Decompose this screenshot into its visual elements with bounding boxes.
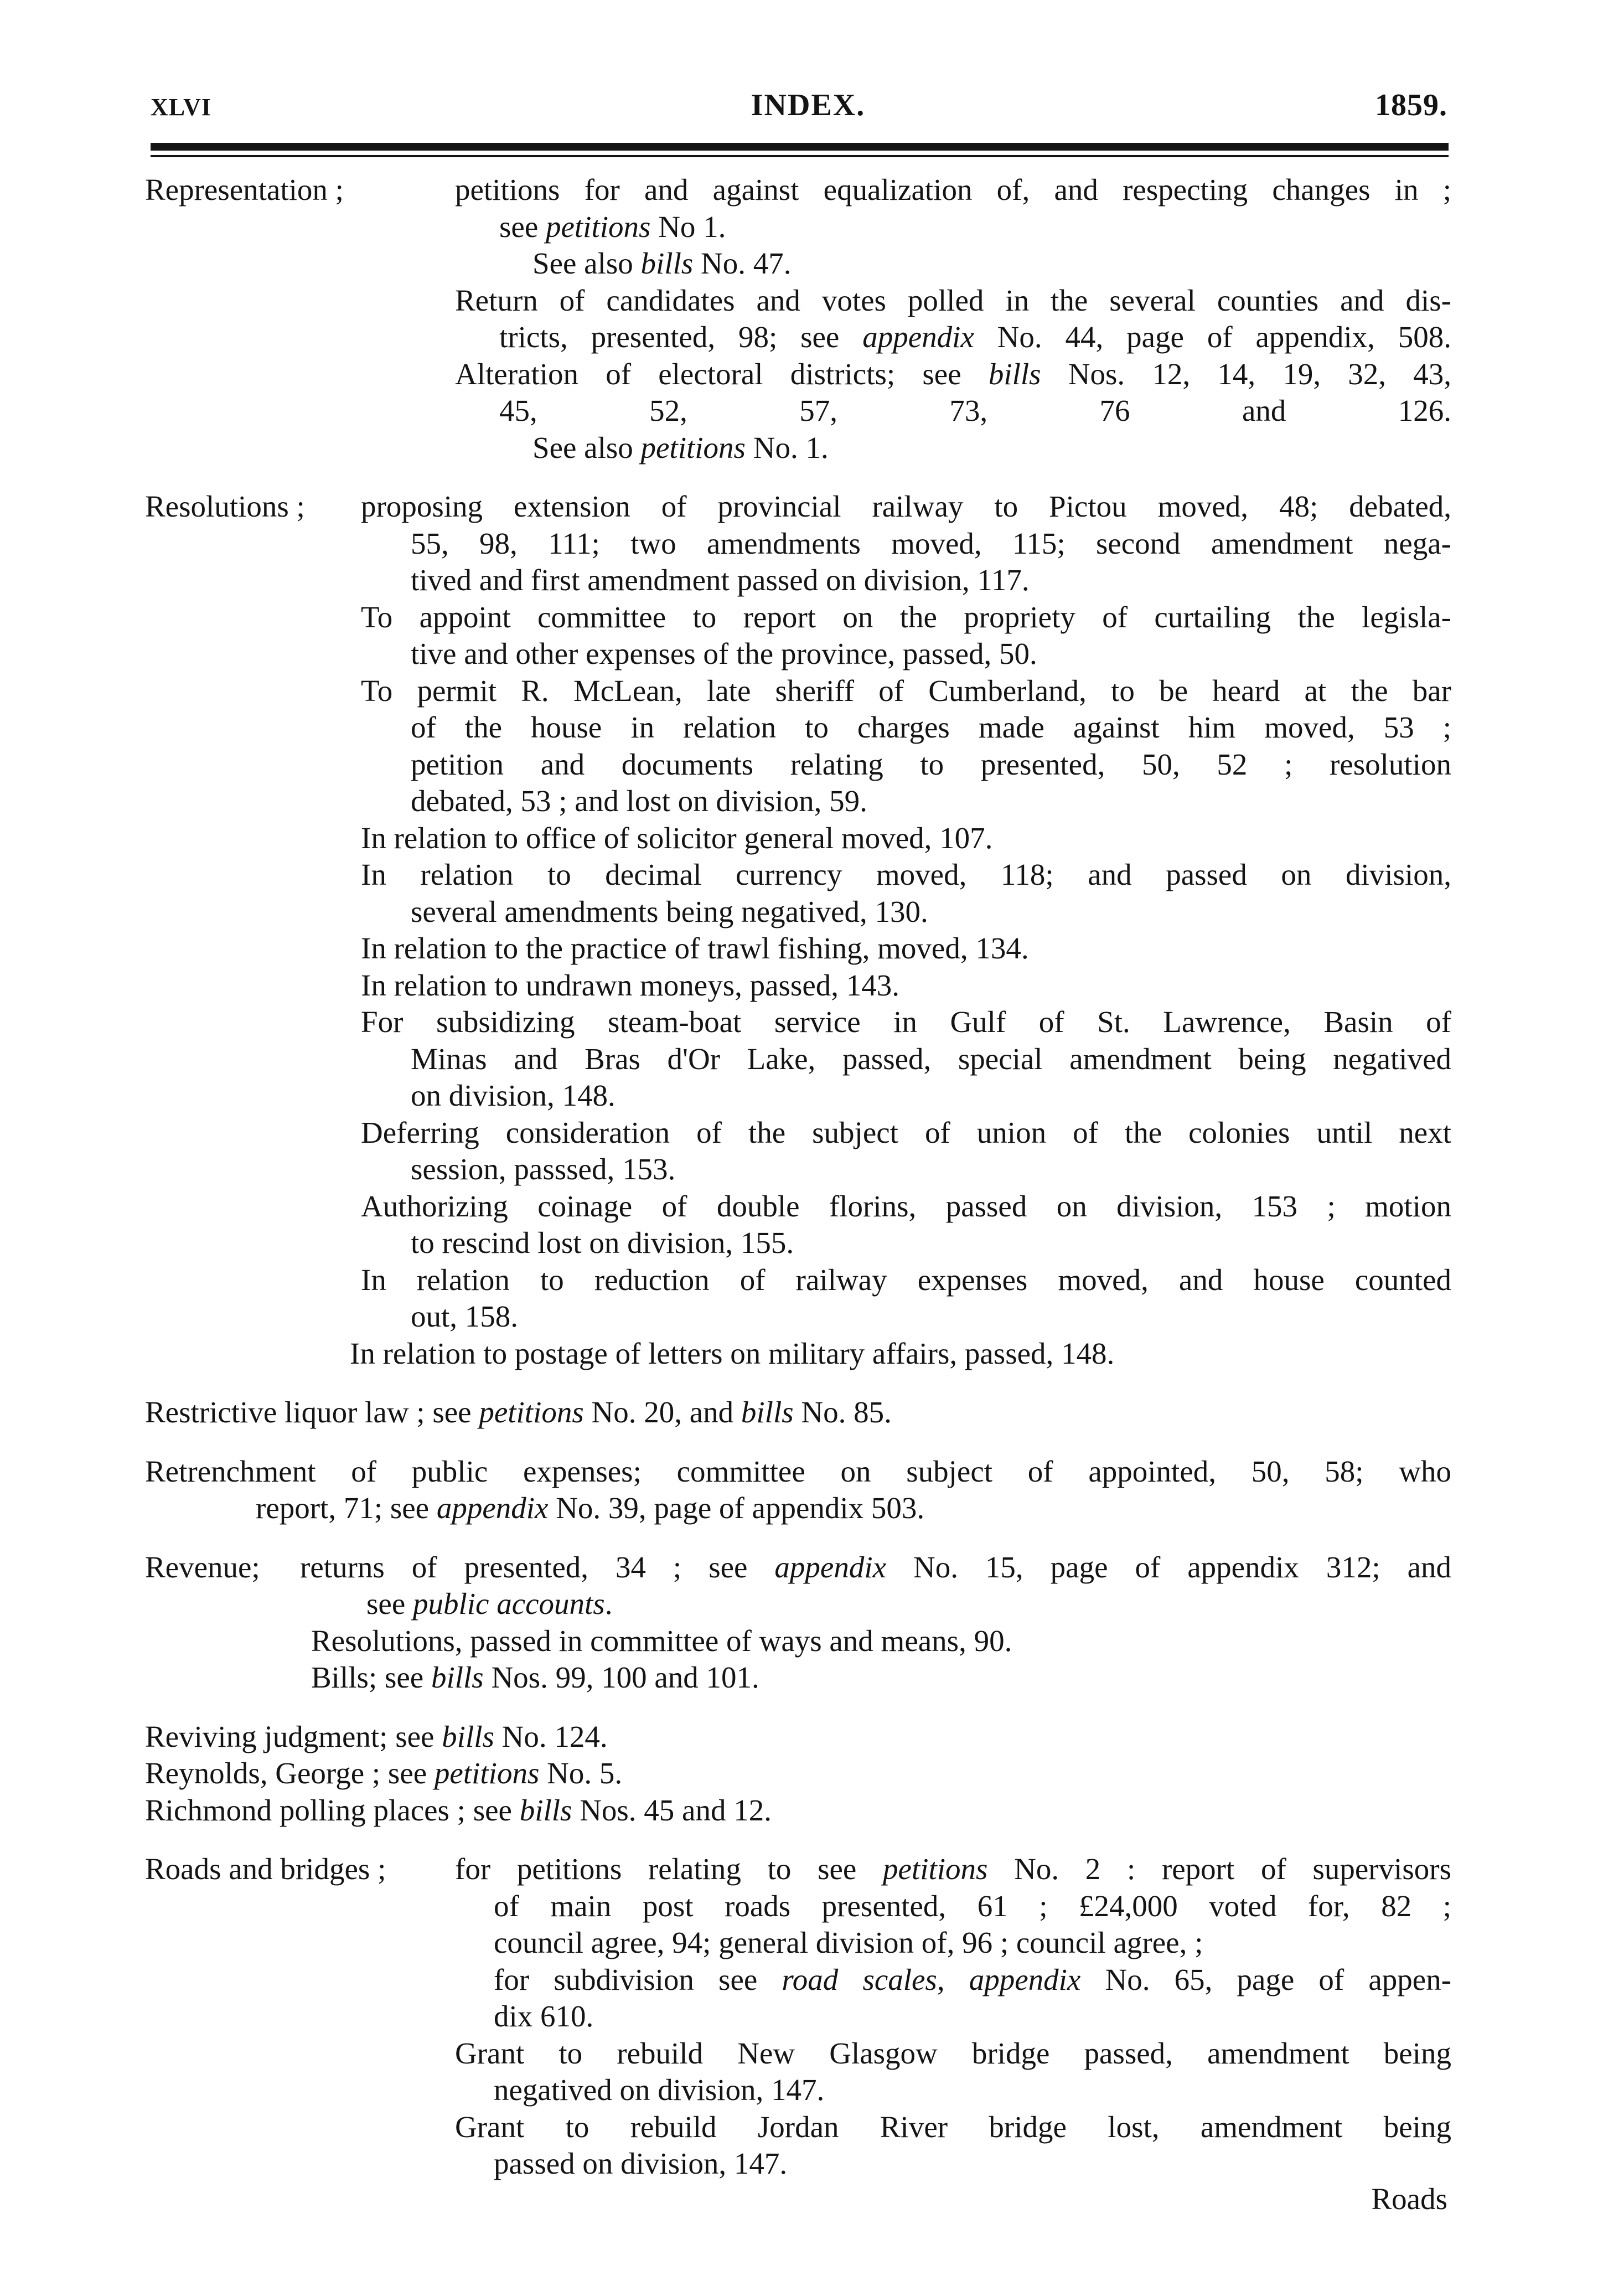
index-text: No. 1.: [745, 430, 829, 465]
index-text: No. 15, page of appendix 312; and: [886, 1550, 1452, 1584]
entry-line: [145, 488, 1451, 525]
entry-line: [145, 2145, 1451, 2183]
index-text: on division, 148.: [411, 1079, 616, 1112]
entry-line: [145, 1924, 1451, 1962]
index-text: for subdivision see: [494, 1962, 782, 1996]
index-text: Alteration of electoral districts; see: [455, 357, 989, 391]
entry-line: [145, 1041, 1451, 1078]
entry-line: [145, 1719, 1451, 1756]
index-text: See also: [532, 246, 641, 280]
catchword: Roads: [1371, 2182, 1447, 2216]
cross-reference: bills: [431, 1660, 484, 1694]
index-text: Grant to rebuild New Glasgow bridge passed, amendment being: [455, 2036, 1451, 2070]
index-text: See also: [532, 430, 641, 465]
cross-reference: appendix: [436, 1491, 549, 1525]
entry-heading: Reviving judgment; see: [145, 1719, 442, 1753]
index-text: out, 158.: [411, 1299, 519, 1333]
index-text: No. 47.: [693, 246, 792, 280]
entry-line: [145, 1586, 1451, 1623]
index-text: No. 85.: [793, 1395, 892, 1429]
entry-line: [145, 1453, 1451, 1490]
entry-gap: [145, 466, 1451, 488]
entry-heading: Richmond polling places ; see: [145, 1793, 520, 1827]
entry-line: [145, 1998, 1451, 2035]
index-text: .: [604, 1587, 613, 1621]
index-body: [145, 172, 1451, 2183]
header-rule-thick: [151, 143, 1449, 151]
index-text: tive and other expenses of the province, passed, 50.: [411, 637, 1037, 670]
entry-line: [145, 2072, 1451, 2109]
entry-line: [145, 319, 1451, 356]
index-text: council agree, 94; general division of, 96 ; council agree, ;: [494, 1926, 1203, 1959]
index-text: In relation to decimal currency moved, 118; and passed on division,: [361, 858, 1451, 891]
index-entry: [145, 1792, 1451, 1829]
entry-line: [145, 1851, 1451, 1888]
index-entry: [145, 1453, 1451, 1527]
index-text: In relation to reduction of railway expenses moved, and house counted: [361, 1262, 1451, 1297]
cross-reference: petitions: [434, 1756, 540, 1790]
entry-gap: [145, 1829, 1451, 1851]
index-text: to rescind lost on division, 155.: [411, 1226, 794, 1260]
entry-line: [145, 1490, 1451, 1527]
index-text: ,: [937, 1962, 969, 1996]
cross-reference: bills: [741, 1395, 794, 1429]
index-text: returns of presented, 34 ; see: [300, 1550, 775, 1584]
index-text: passed on division, 147.: [494, 2147, 788, 2180]
index-text: To permit R. McLean, late sheriff of Cumberland, to be heard at the bar: [361, 673, 1451, 708]
index-text: report, 71; see: [256, 1491, 437, 1525]
entry-line: [145, 1394, 1451, 1431]
index-text: Bills; see: [311, 1660, 431, 1694]
cross-reference: road scales: [782, 1962, 937, 1996]
entry-line: [145, 2109, 1451, 2146]
index-text: In relation to undrawn moneys, passed, 143.: [361, 968, 900, 1002]
cross-reference: appendix: [969, 1962, 1081, 1996]
entry-line: [145, 1659, 1451, 1696]
cross-reference: bills: [988, 357, 1041, 391]
cross-reference: bills: [640, 246, 694, 280]
entry-heading: Resolutions ;: [145, 489, 305, 523]
entry-line: [145, 783, 1451, 820]
entry-gap: [145, 1431, 1451, 1453]
index-text: dix 610.: [494, 1999, 594, 2033]
index-text: To appoint committee to report on the propriety of curtailing the legisla-: [361, 600, 1451, 634]
index-text: Resolutions, passed in committee of ways and means, 90.: [311, 1623, 1012, 1658]
entry-heading: Reynolds, George ; see: [145, 1756, 435, 1790]
index-text: negatived on division, 147.: [494, 2073, 825, 2107]
index-entry: [145, 488, 1451, 1372]
entry-line: [145, 172, 1451, 209]
entry-line: [145, 562, 1451, 599]
entry-line: [145, 1755, 1451, 1792]
index-text: tricts, presented, 98; see: [499, 320, 863, 354]
entry-line: [145, 525, 1451, 563]
entry-line: [145, 1115, 1451, 1152]
entry-line: [145, 1004, 1451, 1041]
entry-line: [145, 393, 1451, 430]
page-year: 1859.: [1375, 88, 1447, 122]
index-entry: [145, 1549, 1451, 1696]
index-text: Nos. 45 and 12.: [572, 1793, 772, 1827]
index-entry: [145, 1851, 1451, 2183]
entry-heading: Retrenchment of public expenses; committee on subject of appointed, 50, 58; who: [145, 1454, 1451, 1488]
index-text: In relation to office of solicitor general moved, 107.: [361, 821, 993, 855]
cross-reference: petitions: [640, 430, 746, 465]
entry-line: [145, 1225, 1451, 1262]
index-text: debated, 53 ; and lost on division, 59.: [411, 784, 867, 818]
index-text: No. 5.: [539, 1756, 623, 1790]
entry-line: [145, 1188, 1451, 1225]
index-text: tived and first amendment passed on division, 117.: [411, 563, 1030, 597]
entry-line: [145, 1792, 1451, 1829]
header-rule-thin: [151, 155, 1449, 157]
index-entry: [145, 172, 1451, 466]
entry-heading: Roads and bridges ;: [145, 1852, 386, 1886]
entry-line: [145, 930, 1451, 967]
index-text: No. 124.: [494, 1719, 608, 1753]
entry-line: [145, 356, 1451, 393]
index-text: In relation to postage of letters on military affairs, passed, 148.: [350, 1336, 1115, 1370]
index-text: No 1.: [650, 209, 726, 244]
entry-line: [145, 636, 1451, 673]
index-text: Nos. 99, 100 and 101.: [483, 1660, 759, 1694]
index-text: For subsidizing steam-boat service in Gulf of St. Lawrence, Basin of: [361, 1005, 1451, 1039]
entry-line: [145, 245, 1451, 282]
index-text: see: [366, 1587, 413, 1621]
index-entry: [145, 1719, 1451, 1756]
entry-heading: Restrictive liquor law ; see: [145, 1395, 479, 1429]
index-text: petition and documents relating to presented, 50, 52 ; resolution: [411, 747, 1451, 781]
index-text: 45, 52, 57, 73, 76 and 126.: [499, 394, 1451, 427]
entry-gap: [145, 1696, 1451, 1719]
entry-line: [145, 1335, 1451, 1373]
index-text: Grant to rebuild Jordan River bridge lost, amendment being: [455, 2109, 1451, 2144]
entry-line: [145, 746, 1451, 783]
cross-reference: petitions: [883, 1852, 988, 1886]
entry-line: [145, 857, 1451, 894]
entry-line: [145, 894, 1451, 931]
index-text: No. 65, page of appen-: [1080, 1962, 1452, 1996]
page-title: INDEX.: [751, 88, 866, 122]
index-text: of the house in relation to charges made against him moved, 53 ;: [411, 710, 1451, 744]
entry-line: [145, 282, 1451, 319]
index-text: No. 39, page of appendix 503.: [548, 1491, 925, 1525]
entry-line: [145, 1888, 1451, 1925]
index-text: Minas and Bras d'Or Lake, passed, special amendment being negatived: [411, 1041, 1451, 1076]
entry-gap: [145, 1527, 1451, 1549]
entry-line: [145, 1077, 1451, 1115]
entry-line: [145, 1262, 1451, 1299]
cross-reference: public accounts: [412, 1587, 605, 1621]
index-text: Deferring consideration of the subject of union of the colonies until next: [361, 1115, 1451, 1149]
index-text: No. 44, page of appendix, 508.: [974, 320, 1451, 354]
entry-line: [145, 1298, 1451, 1335]
cross-reference: appendix: [862, 320, 974, 354]
entry-line: [145, 1623, 1451, 1660]
entry-line: [145, 709, 1451, 746]
entry-line: [145, 1151, 1451, 1188]
entry-line: [145, 2035, 1451, 2072]
entry-heading: Representation ;: [145, 173, 344, 207]
cross-reference: bills: [442, 1719, 494, 1753]
index-text: see: [499, 209, 546, 244]
entry-gap: [145, 1372, 1451, 1394]
entry-line: [145, 967, 1451, 1004]
entry-line: [145, 209, 1451, 246]
index-text: session, passsed, 153.: [411, 1152, 676, 1186]
index-text: No. 2 : report of supervisors: [987, 1852, 1451, 1886]
index-text: of main post roads presented, 61 ; £24,000 voted for, 82 ;: [494, 1889, 1451, 1923]
index-text: Return of candidates and votes polled in the several counties and dis-: [455, 283, 1451, 317]
entry-line: [145, 673, 1451, 710]
index-text: Authorizing coinage of double florins, passed on division, 153 ; motion: [361, 1189, 1451, 1223]
index-text: several amendments being negatived, 130.: [411, 894, 928, 928]
cross-reference: petitions: [479, 1395, 584, 1429]
index-entry: [145, 1394, 1451, 1431]
entry-line: [145, 430, 1451, 467]
index-text: petitions for and against equalization of, and respecting changes in ;: [455, 173, 1451, 207]
page-number: XLVI: [151, 94, 211, 121]
index-text: for petitions relating to see: [455, 1852, 883, 1886]
index-text: proposing extension of provincial railway to Pictou moved, 48; debated,: [361, 489, 1451, 523]
index-entry: [145, 1755, 1451, 1792]
entry-line: [145, 820, 1451, 857]
entry-line: [145, 599, 1451, 636]
index-text: In relation to the practice of trawl fishing, moved, 134.: [361, 931, 1029, 965]
entry-heading: Revenue;: [145, 1550, 260, 1584]
index-text: No. 20, and: [583, 1395, 741, 1429]
cross-reference: bills: [519, 1793, 572, 1827]
index-text: Nos. 12, 14, 19, 32, 43,: [1041, 357, 1451, 391]
cross-reference: petitions: [545, 209, 651, 244]
cross-reference: appendix: [774, 1550, 887, 1584]
entry-line: [145, 1962, 1451, 1999]
index-text: 55, 98, 111; two amendments moved, 115; second amendment nega-: [411, 526, 1451, 560]
entry-line: [145, 1549, 1451, 1586]
